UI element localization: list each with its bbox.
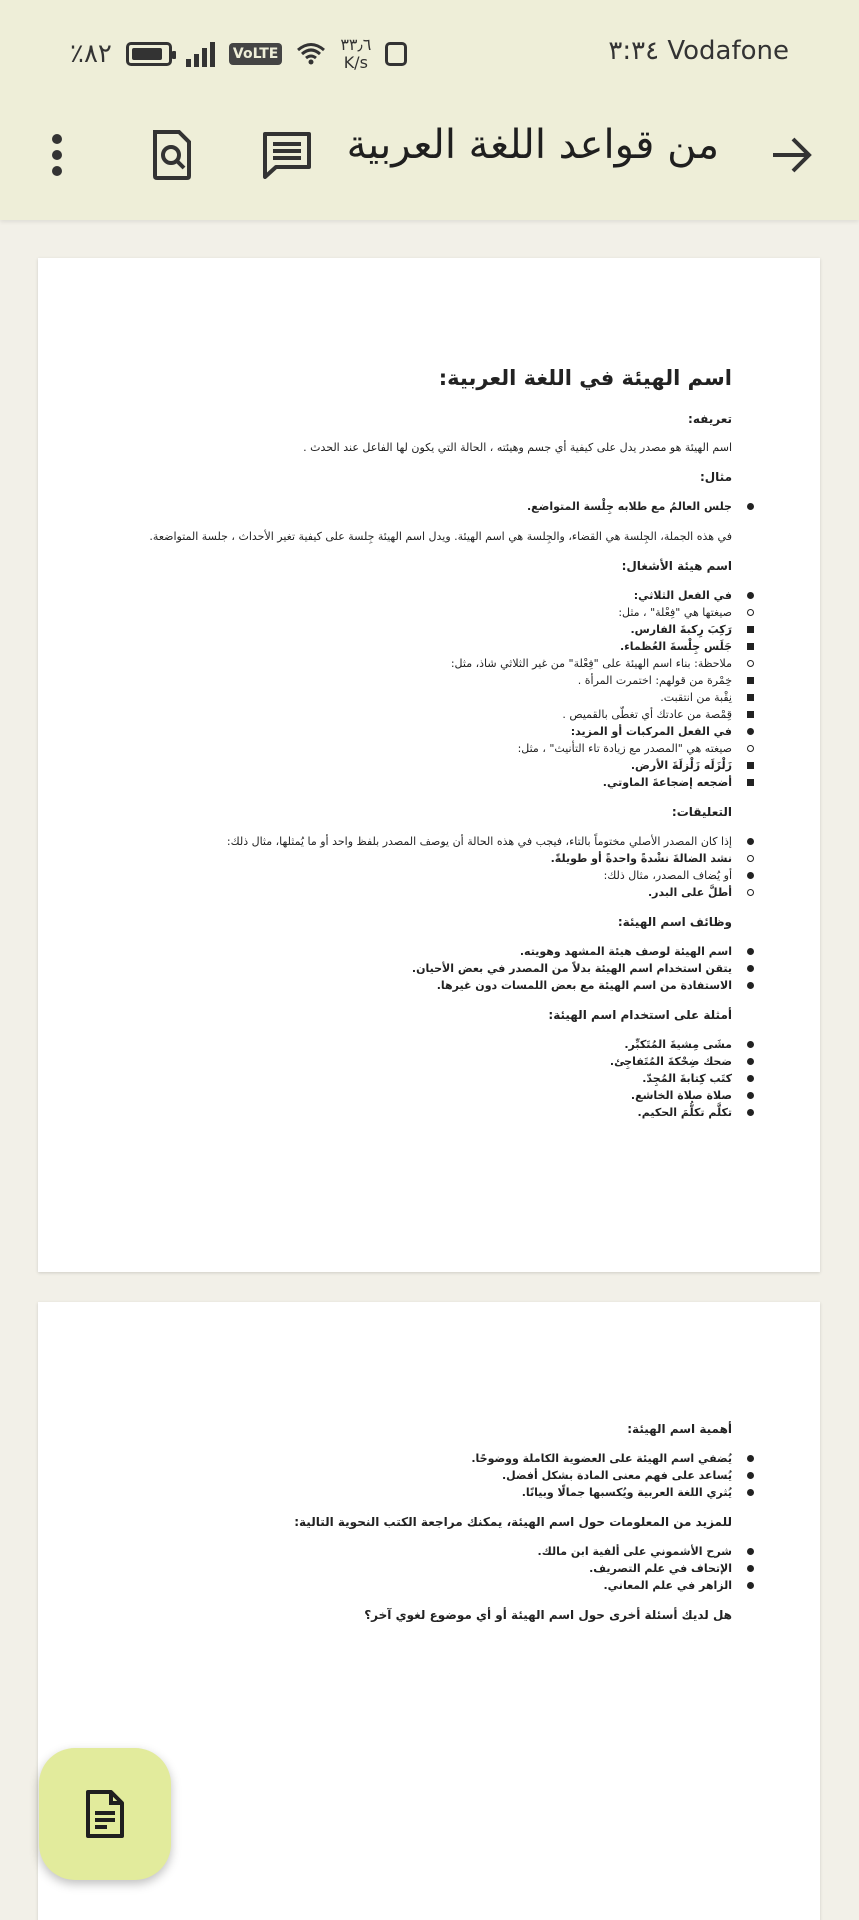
- bullet-marker: [747, 1092, 754, 1099]
- bullet-marker: [747, 728, 754, 735]
- wifi-icon: [296, 42, 326, 66]
- battery-icon: [126, 42, 172, 66]
- example-list: [132, 498, 732, 515]
- document-title: من قواعد اللغة العربية: [346, 122, 719, 168]
- list-item: اسم الهيئة لوصف هيئة المشهد وهويته.: [132, 943, 732, 960]
- bullet-marker: [747, 745, 754, 752]
- list-item: جلس العالمُ مع طلابه جِلْسة المتواضع.: [132, 498, 732, 515]
- list-item: الاستفادة من اسم الهيئة مع بعض اللمسات دون غيرها.: [132, 977, 732, 994]
- importance-list: [132, 1450, 732, 1501]
- bullet-marker: [747, 1548, 754, 1555]
- status-icons: [70, 36, 407, 72]
- list-item: شرح الأشموني على ألفية ابن مالك.: [132, 1543, 732, 1560]
- top-bar: [0, 0, 859, 220]
- list-item: جَلَس جِلْسةَ العُظماء.: [132, 638, 732, 655]
- volte-badge: VoLTE: [229, 43, 282, 65]
- signal-icon: [186, 41, 215, 67]
- list-item: صيغته هي "المصدر مع زيادة تاء التأنيث" ، مثل:: [132, 740, 732, 757]
- page-1-content: [132, 366, 732, 1135]
- comments-button[interactable]: [252, 120, 322, 190]
- bullet-marker: [747, 1455, 754, 1462]
- find-in-page-icon: [151, 130, 193, 180]
- bullet-marker: [747, 1565, 754, 1572]
- bullet-marker: [747, 1582, 754, 1589]
- forms-list: [132, 587, 732, 791]
- bullet-marker: [747, 609, 754, 616]
- bullet-marker: [747, 965, 754, 972]
- list-item: كتَب كِتابةَ المُجِدّ.: [132, 1070, 732, 1087]
- bullet-marker: [747, 779, 754, 786]
- back-button[interactable]: [757, 120, 827, 190]
- document-page-1[interactable]: [38, 258, 820, 1272]
- books-list: [132, 1543, 732, 1594]
- list-item: يُثري اللغة العربية ويُكسبها جمالًا وبيانًا.: [132, 1484, 732, 1501]
- list-item: ضحك ضِحْكةَ المُتَفاجِئ.: [132, 1053, 732, 1070]
- bullet-marker: [747, 592, 754, 599]
- carrier-name: Vodafone: [667, 36, 789, 66]
- nfc-icon: [385, 42, 407, 66]
- page-2-content: [132, 1408, 732, 1636]
- definition-heading: تعريفه:: [688, 412, 732, 426]
- bullet-marker: [747, 1041, 754, 1048]
- list-item: نِقْبة من انتقبت.: [132, 689, 732, 706]
- notes-list: [132, 833, 732, 901]
- list-item: أو يُضاف المصدر، مثال ذلك:: [132, 867, 732, 884]
- importance-heading: أهمية اسم الهيئة:: [627, 1422, 732, 1436]
- bullet-marker: [747, 1075, 754, 1082]
- list-item: في الفعل المركبات أو المزيد:: [132, 723, 732, 740]
- example-heading: مثال:: [699, 470, 732, 484]
- document-heading: اسم الهيئة في اللغة العربية:: [438, 366, 732, 390]
- bullet-marker: [747, 872, 754, 879]
- list-item: نشد الضالةَ نشْدةً واحدةً أو طويلةً.: [132, 850, 732, 867]
- arrow-forward-icon: [771, 135, 813, 175]
- list-item: أضجعه إضجاعةَ الماوتي.: [132, 774, 732, 791]
- more-vert-icon: [51, 133, 63, 177]
- comment-icon: [262, 131, 312, 179]
- functions-heading: وظائف اسم الهيئة:: [617, 915, 732, 929]
- bullet-marker: [747, 982, 754, 989]
- bullet-marker: [747, 838, 754, 845]
- list-item: خِمْرة من قولهم: اختمرت المرأة .: [132, 672, 732, 689]
- bullet-marker: [747, 1058, 754, 1065]
- bullet-marker: [747, 694, 754, 701]
- bullet-marker: [747, 711, 754, 718]
- bullet-marker: [747, 889, 754, 896]
- bullet-marker: [747, 1472, 754, 1479]
- list-item: صلاة صلاة الخاشع.: [132, 1087, 732, 1104]
- app-bar: [0, 100, 859, 210]
- bullet-marker: [747, 855, 754, 862]
- list-item: رَكِبَ رِكبةَ الفارس.: [132, 621, 732, 638]
- definition-text: اسم الهيئة هو مصدر يدل على كيفية أي جسم وهيئته ، الحالة التي يكون لها الفاعل عند الحدث .: [303, 441, 732, 454]
- bullet-marker: [747, 1109, 754, 1116]
- status-carrier-time: [608, 36, 789, 66]
- books-heading: للمزيد من المعلومات حول اسم الهيئة، يمكنك مراجعة الكتب النحوية التالية:: [294, 1515, 732, 1529]
- list-item: يُساعد على فهم معنى المادة بشكل أفضل.: [132, 1467, 732, 1484]
- list-item: تكلَّم تكلُّمَ الحكيم.: [132, 1104, 732, 1121]
- closing-question: هل لديك أسئلة أخرى حول اسم الهيئة أو أي موضوع لغوي آخر؟: [364, 1608, 732, 1622]
- battery-percentage: ٪٨٢: [70, 39, 112, 69]
- bullet-marker: [747, 1489, 754, 1496]
- list-item: في الفعل الثلاثي:: [132, 587, 732, 604]
- bullet-marker: [747, 643, 754, 650]
- list-item: صيغتها هي "فِعْلة" ، مثل:: [132, 604, 732, 621]
- list-item: مشَى مِشيةَ المُتَكبِّر.: [132, 1036, 732, 1053]
- document-fab-button[interactable]: [39, 1748, 171, 1880]
- list-item: زَلْزَلَه زَلْزلَةَ الأرض.: [132, 757, 732, 774]
- list-item: الزاهر في علم المعاني.: [132, 1577, 732, 1594]
- examples-list: [132, 1036, 732, 1121]
- bullet-marker: [747, 762, 754, 769]
- list-item: ملاحظة: بناء اسم الهيئة على "فِعْلة" من غير الثلاثي شاذ، مثل:: [132, 655, 732, 672]
- notes-heading: التعليقات:: [671, 805, 732, 819]
- status-bar: [0, 0, 859, 100]
- example-explanation: في هذه الجملة، الجِلسة هي القضاء، والجِلسة هي اسم الهيئة. ويدل اسم الهيئة جِلسة على كيفية تغير الأحداث ، جلسة المتواضعة.: [149, 530, 732, 543]
- status-time: ٣:٣٤: [608, 36, 660, 66]
- forms-heading: اسم هيئة الأشغال:: [621, 559, 732, 573]
- bullet-marker: [747, 660, 754, 667]
- bullet-marker: [747, 948, 754, 955]
- list-item: يُضفي اسم الهيئة على العضوية الكاملة ووضوحًا.: [132, 1450, 732, 1467]
- list-item: قِمْصة من عادتك أي تغطّى بالقميص .: [132, 706, 732, 723]
- list-item: إذا كان المصدر الأصلي مختوماً بالتاء، فيجب في هذه الحالة أن يوصف المصدر بلفظ واحد أو ما يُمثلها، مثال ذلك:: [132, 833, 732, 850]
- examples-heading: أمثلة على استخدام اسم الهيئة:: [548, 1008, 732, 1022]
- bullet-marker: [747, 677, 754, 684]
- functions-list: [132, 943, 732, 994]
- list-item: أطلَّ على البدر.: [132, 884, 732, 901]
- network-speed: ٣٣٫٦ K/s: [340, 35, 372, 72]
- find-in-page-button[interactable]: [137, 120, 207, 190]
- list-item: يتقن استخدام اسم الهيئة بدلاً من المصدر في بعض الأحيان.: [132, 960, 732, 977]
- list-item: الإتحاف في علم التصريف.: [132, 1560, 732, 1577]
- bullet-marker: [747, 626, 754, 633]
- document-icon: [85, 1789, 125, 1839]
- more-options-button[interactable]: [22, 120, 92, 190]
